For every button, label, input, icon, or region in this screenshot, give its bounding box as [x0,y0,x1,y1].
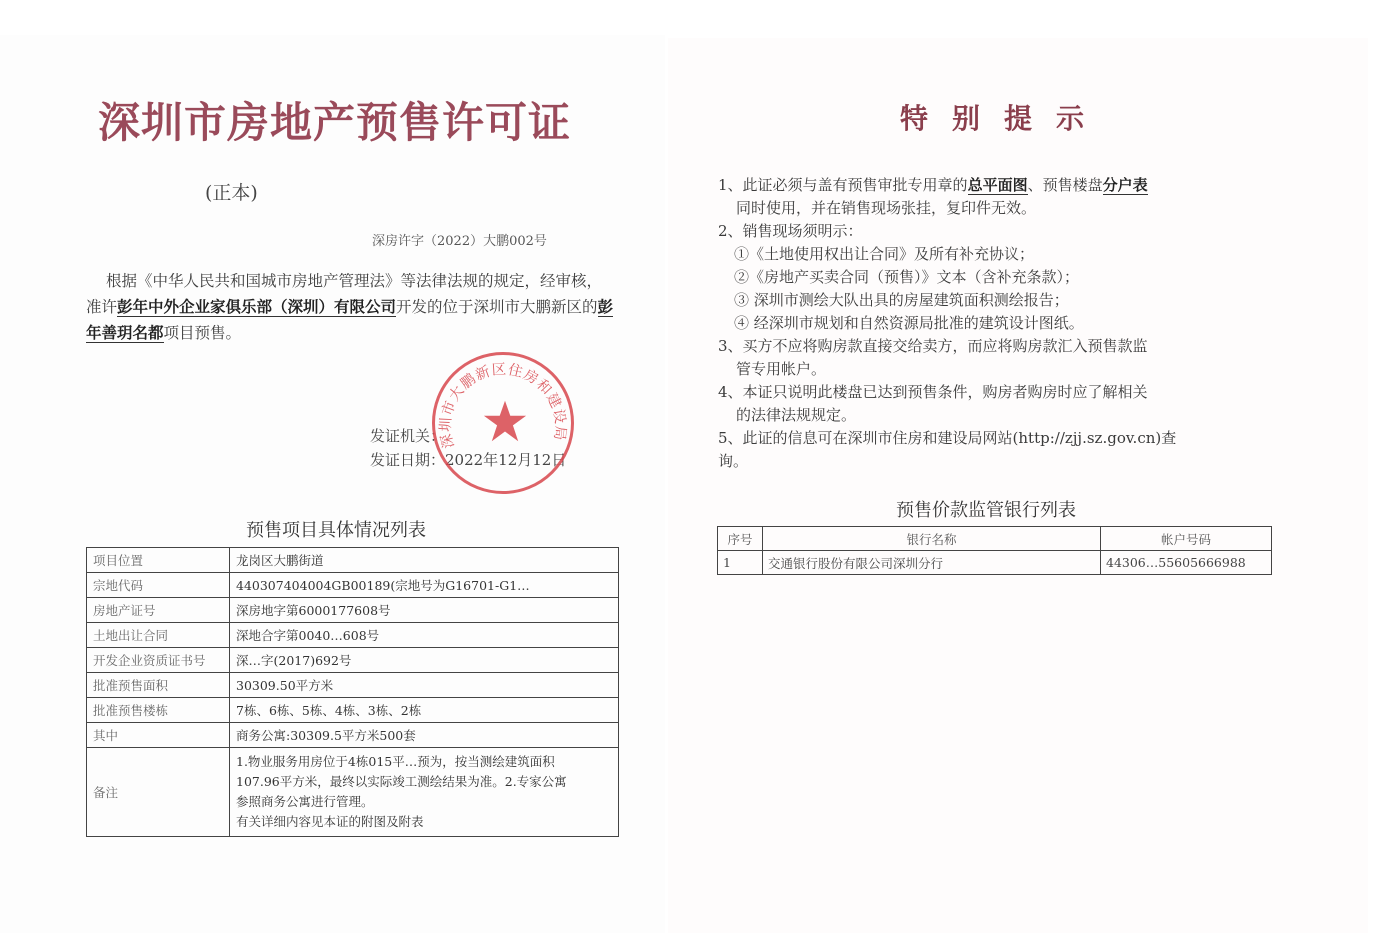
right-page [668,38,1368,933]
star-icon [483,399,527,443]
paragraph-mid: 开发的位于深圳市大鹏新区的 [396,298,598,316]
table-row [87,573,619,598]
official-seal [432,352,574,494]
row-value: 30309.50平方米 [230,673,619,698]
issuer-label: 发证机关： [370,427,446,445]
notice-text: 销售现场须明示： [742,222,863,240]
row-label: 开发企业资质证书号 [87,648,230,673]
bank-table-title: 预售价款监管银行列表 [896,500,1076,521]
notice-text: 、预售楼盘 [1027,176,1103,194]
remarks-line: 1.物业服务用房位于4栋015平…预为，按当测绘建筑面积 [236,754,555,769]
notice-continuation: 管专用帐户。 [736,360,827,378]
table-row [87,673,619,698]
paragraph-intro: 根据《中华人民共和国城市房地产管理法》等法律法规的规定，经审核，准许 [86,272,603,316]
project-table-title: 预售项目具体情况列表 [246,520,426,541]
unit-table-term: 分户表 [1102,176,1148,194]
permit-number: 深房许字（2022）大鹏002号 [372,234,547,249]
notice-continuation: 同时使用，并在销售现场张挂，复印件无效。 [736,199,1037,217]
notice-text: 此证的信息可在深圳市住房和建设局网站(http://zjj.sz.gov.cn)查 [742,429,1177,447]
notice-number: 2、 [718,222,743,240]
notice-number: 1、 [718,176,743,194]
row-value: 龙岗区大鹏街道 [230,548,619,573]
bank-index: 1 [718,551,763,575]
notice-text: 此证必须与盖有预售审批专用章的 [742,176,968,194]
notice-item-5 [718,427,1266,473]
row-label: 土地出让合同 [87,623,230,648]
notice-text: 本证只说明此楼盘已达到预售条件，购房者购房时应了解相关 [742,383,1148,401]
row-label: 批准预售面积 [87,673,230,698]
table-row [87,548,619,573]
seal-text: 深圳市大鹏新区住房和建设局 [438,361,569,450]
table-row [87,648,619,673]
notice-item-2 [718,220,1266,335]
notice-item-1 [718,174,1266,220]
notice-continuation: 的法律法规规定。 [736,406,857,424]
project-details-table [86,547,619,837]
table-row [87,698,619,723]
issue-date: 发证日期：2022年12月12日 [370,451,567,469]
approval-paragraph [86,268,616,346]
row-label: 宗地代码 [87,573,230,598]
row-value: 商务公寓:30309.5平方米500套 [230,723,619,748]
notice-number: 5、 [718,429,743,447]
col-header-index: 序号 [718,527,763,551]
row-value: 深地合字第0040…608号 [230,623,619,648]
table-header-row [718,527,1272,551]
row-label: 批准预售楼栋 [87,698,230,723]
notice-subitem: ②《房地产买卖合同（预售）》文本（含补充条款）； [734,268,1080,286]
row-label: 房地产证号 [87,598,230,623]
copy-label: (正本) [205,182,258,204]
remarks-line: 107.96平方米，最终以实际竣工测绘结果为准。2.专家公寓 [236,774,567,789]
row-value: 7栋、6栋、5栋、4栋、3栋、2栋 [230,698,619,723]
row-label: 其中 [87,723,230,748]
paragraph-end: 项目预售。 [163,324,242,342]
special-notice-list [718,174,1266,473]
remarks-line: 有关详细内容见本证的附图及附表 [236,814,424,829]
table-row [718,551,1272,575]
site-plan-term: 总平面图 [967,176,1028,194]
notice-subitem: ①《土地使用权出让合同》及所有补充协议； [734,245,1035,263]
notice-number: 3、 [718,337,743,355]
project-name: 彭年善玥名都 [86,297,614,342]
notice-text: 买方不应将购房款直接交给卖方，而应将购房款汇入预售款监 [742,337,1148,355]
col-header-account: 帐户号码 [1101,527,1272,551]
col-header-bank-name: 银行名称 [763,527,1101,551]
notice-subitem: ④ 经深圳市规划和自然资源局批准的建筑设计图纸。 [734,314,1084,332]
remarks-label: 备注 [87,748,230,837]
row-label: 项目位置 [87,548,230,573]
notice-subitem: ③ 深圳市测绘大队出具的房屋建筑面积测绘报告； [734,291,1069,309]
row-value: 深…字(2017)692号 [230,648,619,673]
supervising-bank-table [717,526,1272,575]
remarks-value [230,748,619,837]
notice-number: 4、 [718,383,743,401]
certificate-title: 深圳市房地产预售许可证 [98,98,572,147]
notice-continuation: 询。 [718,452,749,470]
notice-item-3 [718,335,1266,381]
table-row [87,598,619,623]
remarks-line: 参照商务公寓进行管理。 [236,794,374,809]
row-value: 深房地字第6000177608号 [230,598,619,623]
row-value: 440307404004GB00189(宗地号为G16701-G1… [230,573,619,598]
notice-item-4 [718,381,1266,427]
bank-account: 44306…55605666988 [1101,551,1272,575]
table-row [87,623,619,648]
bank-name: 交通银行股份有限公司深圳分行 [763,551,1101,575]
developer-company: 彭年中外企业家俱乐部（深圳）有限公司 [117,297,397,316]
special-notice-title: 特别提示 [900,102,1109,135]
table-row [87,723,619,748]
remarks-row [87,748,619,837]
